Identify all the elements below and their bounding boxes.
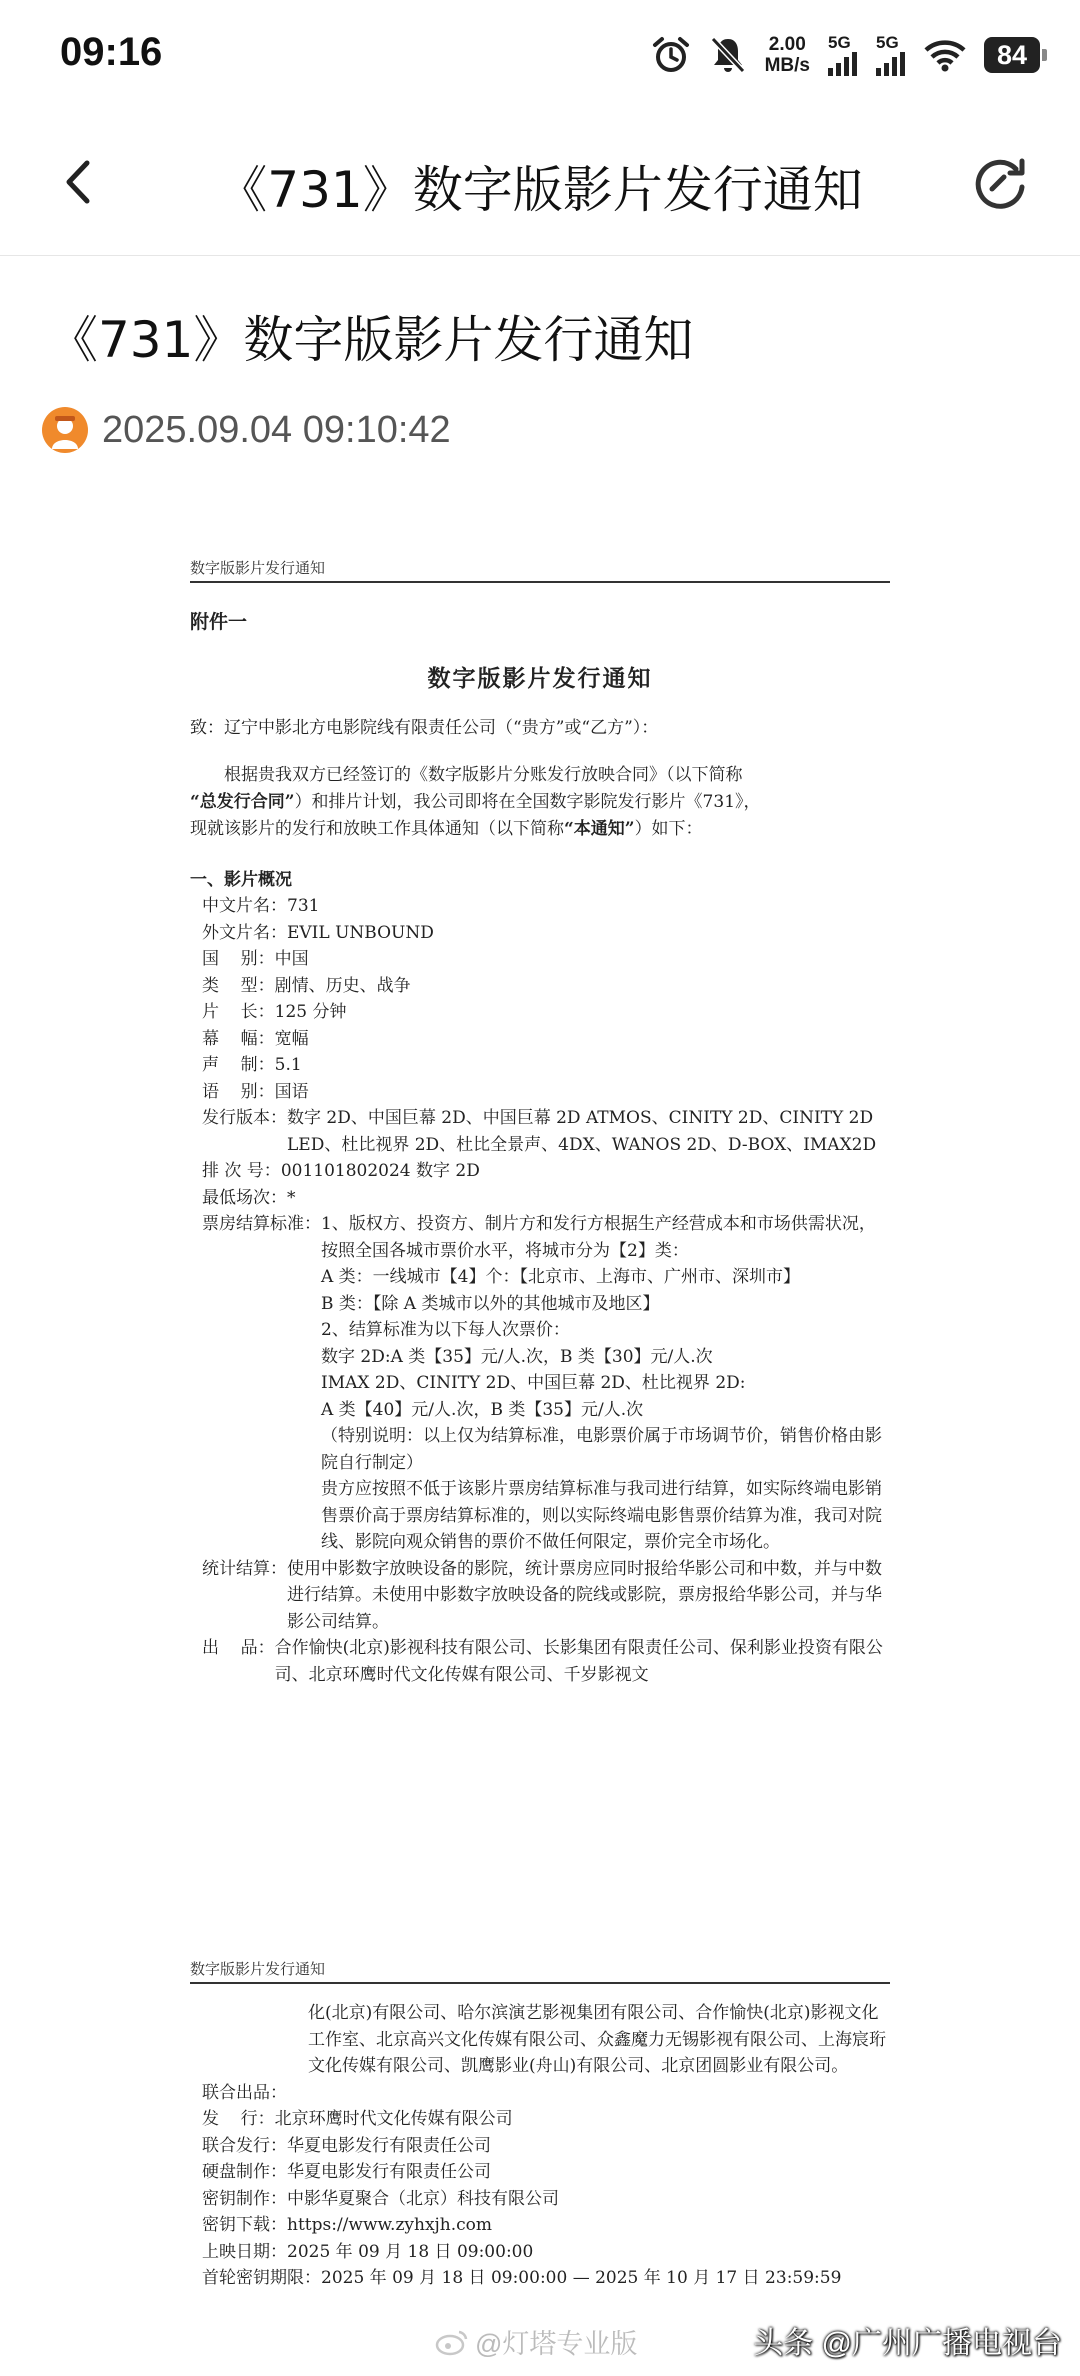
doc-field-row xyxy=(202,1052,890,1079)
doc-settle-line: 贵方应按照不低于该影片票房结算标准与我司进行结算，如实际终端电影销售票价高于票房结算标准的，则以实际终端电影售票价结算为准，我司对院线、影院向观众销售的票价不做任何限定，票价完全市场化。 xyxy=(321,1479,882,1552)
doc-field-key: 国 别： xyxy=(202,949,275,969)
doc-field-value: 北京环鹰时代文化传媒有限公司 xyxy=(274,2109,513,2129)
doc-field-value: 合作愉快(北京)影视科技有限公司、长影集团有限责任公司、保利影业投资有限公司、北京环鹰时代文化传媒有限公司、千岁影视文 xyxy=(274,1638,883,1685)
doc-settle-line: 数字 2D:A 类【35】元/人.次，B 类【30】元/人.次 xyxy=(321,1346,713,1367)
doc-field-key: 密钥下载： xyxy=(202,2215,287,2235)
signal-5g-2 xyxy=(876,34,906,76)
doc-intro-line-1: 根据贵我双方已经签订的《数字版影片分账发行放映合同》（以下简称 xyxy=(224,765,743,785)
doc-field-value: 5.1 xyxy=(274,1055,302,1075)
doc-fields-list-2 xyxy=(190,2080,890,2292)
doc-field-key: 排 次 号： xyxy=(202,1161,281,1181)
doc-field-row xyxy=(202,893,890,920)
avatar-figure-icon xyxy=(42,407,88,453)
doc-field-value: https://www.zyhxjh.com xyxy=(287,2215,493,2235)
doc-main-title: 数字版影片发行通知 xyxy=(427,665,653,692)
signal-label-2: 5G xyxy=(876,33,899,52)
doc-field-key: 出 品： xyxy=(202,1638,275,1658)
status-bar xyxy=(0,0,1080,110)
doc-settle-line: 2、结算标准为以下每人次票价： xyxy=(321,1320,570,1340)
network-speed-value: 2.00 xyxy=(768,34,806,55)
publish-date: 2025.09.04 09:10:42 xyxy=(102,408,451,451)
doc-field-key: 声 制： xyxy=(202,1055,275,1075)
doc-settle-line: IMAX 2D、CINITY 2D、中国巨幕 2D、杜比视界 2D: xyxy=(321,1373,746,1393)
doc-field-key: 联合发行： xyxy=(202,2135,287,2156)
doc-field-value: 中影华夏聚合（北京）科技有限公司 xyxy=(287,2188,559,2209)
doc-field-value: 001101802024 数字 2D xyxy=(280,1161,480,1181)
doc-field-row xyxy=(202,999,890,1026)
doc-field-row xyxy=(202,1158,890,1185)
doc-field-key: 密钥制作： xyxy=(202,2188,287,2209)
doc-field-key: 上映日期： xyxy=(202,2241,287,2262)
signal-bars-icon xyxy=(876,52,906,76)
doc-settle-line: （特别说明：以上仅为结算标准，电影票价属于市场调节价，销售价格由影院自行制定） xyxy=(321,1426,882,1473)
doc-field-key: 硬盘制作： xyxy=(202,2162,287,2182)
doc-intro-text-2: ）和排片计划，我公司即将在全国数字影院发行影片《731》， xyxy=(294,792,761,812)
author-avatar[interactable] xyxy=(42,407,88,453)
doc-field-key: 语 别： xyxy=(202,1081,275,1102)
doc-field-row xyxy=(202,2239,890,2266)
source-credit: 头条 @广州广播电视台 xyxy=(753,2327,1062,2360)
doc-attachment-label: 附件一 xyxy=(190,611,248,633)
doc-intro-bold-1: “总发行合同” xyxy=(190,792,295,812)
nav-title: 《731》数字版影片发行通知 xyxy=(217,161,863,219)
doc-field-key: 片 长： xyxy=(202,1002,275,1022)
doc-field-row xyxy=(202,2080,890,2107)
doc-field-key: 最低场次： xyxy=(202,1187,287,1208)
doc-field-row xyxy=(202,1079,890,1106)
doc-field-row xyxy=(202,946,890,973)
doc-field-key: 中文片名： xyxy=(202,896,287,916)
doc-fields-list xyxy=(190,893,890,1688)
doc-field-value: 2025 年 09 月 18 日 09:00:00 xyxy=(287,2241,534,2262)
article-meta xyxy=(42,400,451,460)
doc-field-row xyxy=(202,1026,890,1053)
document-page-1 xyxy=(190,557,890,1688)
doc-field-row xyxy=(202,2159,890,2186)
doc-field-key: 幕 幅： xyxy=(202,1028,275,1049)
doc-settlement-row xyxy=(202,1211,890,1556)
doc-settle-line: B 类：【除 A 类城市以外的其他城市及地区】 xyxy=(321,1293,660,1314)
doc-settle-line: 1、版权方、投资方、制片方和发行方根据生产经营成本和市场供需状况，按照全国各城市票价水平，将城市分为【2】类： xyxy=(321,1214,876,1261)
wifi-icon xyxy=(924,38,966,72)
signal-5g-1 xyxy=(828,34,858,76)
doc-field-value: 数字 2D、中国巨幕 2D、中国巨幕 2D ATMOS、CINITY 2D、CINITY 2D LED、杜比视界 2D、杜比全景声、4DX、WANOS 2D、D-BOX、IMAX2D xyxy=(287,1108,877,1155)
doc-section-title: 一、影片概况 xyxy=(190,870,292,890)
doc-intro-bold-2: “本通知” xyxy=(564,819,635,839)
doc-field-row xyxy=(202,1635,890,1688)
doc-field-row xyxy=(202,920,890,947)
doc-field-value: 华夏电影发行有限责任公司 xyxy=(287,2162,491,2182)
doc-field-row xyxy=(202,2133,890,2160)
signal-label-1: 5G xyxy=(828,33,851,52)
doc-producers-continued: 化(北京)有限公司、哈尔滨演艺影视集团有限公司、合作愉快(北京)影视文化工作室、北京高兴文化传媒有限公司、众鑫魔力无锡影视有限公司、上海宸珩文化传媒有限公司、凯鹰影业(舟山)有限公司、北京团圆影业有限公司。 xyxy=(308,2003,886,2076)
doc-field-value: 宽幅 xyxy=(274,1028,309,1049)
doc-field-row xyxy=(202,2212,890,2239)
doc-field-key: 外文片名： xyxy=(202,922,287,943)
doc-field-row xyxy=(202,2186,890,2213)
battery-indicator: 84 xyxy=(984,37,1040,73)
doc-settle-line: A 类【40】元/人.次，B 类【35】元/人.次 xyxy=(321,1399,644,1420)
doc-intro-text-3a: 现就该影片的发行和放映工作具体通知（以下简称 xyxy=(190,819,564,839)
doc-field-value: 使用中影数字放映设备的影院，统计票房应同时报给华影公司和中数，并与中数进行结算。未使用中影数字放映设备的院线或影院，票房报给华影公司，并与华影公司结算。 xyxy=(287,1558,882,1632)
doc-field-key: 类 型： xyxy=(202,975,275,996)
doc-field-row xyxy=(202,2106,890,2133)
document-page-2 xyxy=(190,1958,890,2292)
doc-field-key: 发 行： xyxy=(202,2109,275,2129)
article-title: 《731》数字版影片发行通知 xyxy=(48,311,694,369)
doc-page-header: 数字版影片发行通知 xyxy=(190,557,890,583)
doc-intro-line-2 xyxy=(190,789,890,816)
doc-intro-text-3c: ）如下： xyxy=(634,819,703,839)
watermark xyxy=(435,2322,637,2361)
doc-field-value: EVIL UNBOUND xyxy=(287,922,434,943)
mute-bell-icon xyxy=(709,35,747,75)
doc-field-value: 中国 xyxy=(274,949,309,969)
network-speed xyxy=(765,34,810,76)
doc-field-value: * xyxy=(287,1187,296,1208)
doc-field-key: 发行版本： xyxy=(202,1108,287,1128)
doc-field-value: 731 xyxy=(287,896,320,916)
back-arrow-icon[interactable] xyxy=(55,155,105,210)
status-icons xyxy=(651,28,1040,82)
doc-settle-line: A 类：一线城市【4】个：【北京市、上海市、广州市、深圳市】 xyxy=(321,1267,800,1287)
alarm-icon xyxy=(651,35,691,75)
network-speed-unit: MB/s xyxy=(764,55,810,76)
refresh-icon[interactable] xyxy=(970,155,1030,215)
doc-field-key: 联合出品： xyxy=(202,2082,287,2103)
status-time: 09:16 xyxy=(60,30,163,74)
doc-field-value xyxy=(287,2080,890,2107)
doc-field-value: 2025 年 09 月 18 日 09:00:00 — 2025 年 10 月 17 日 23:59:59 xyxy=(321,2268,842,2288)
doc-field-row xyxy=(202,973,890,1000)
doc-field-row xyxy=(202,1185,890,1212)
doc-page-header: 数字版影片发行通知 xyxy=(190,1958,890,1984)
watermark-text: @灯塔专业版 xyxy=(475,2329,638,2359)
doc-field-value: 华夏电影发行有限责任公司 xyxy=(287,2135,491,2156)
doc-field-row xyxy=(202,1105,890,1158)
doc-field-row xyxy=(202,2265,890,2292)
doc-field-value: 国语 xyxy=(274,1081,309,1102)
nav-bar xyxy=(0,110,1080,256)
doc-field-key: 首轮密钥期限： xyxy=(202,2268,321,2288)
doc-addressee: 致：辽宁中影北方电影院线有限责任公司（“贵方”或“乙方”）： xyxy=(190,718,659,738)
doc-field-value: 125 分钟 xyxy=(274,1002,347,1022)
doc-intro-line-3 xyxy=(190,816,890,843)
doc-field-key: 统计结算： xyxy=(202,1558,287,1579)
doc-field-row xyxy=(202,1556,890,1636)
doc-settlement-block xyxy=(321,1211,890,1556)
signal-bars-icon xyxy=(828,52,858,76)
doc-field-key: 票房结算标准： xyxy=(202,1214,321,1234)
weibo-logo-icon xyxy=(435,2328,469,2356)
doc-field-value: 剧情、历史、战争 xyxy=(274,975,411,996)
